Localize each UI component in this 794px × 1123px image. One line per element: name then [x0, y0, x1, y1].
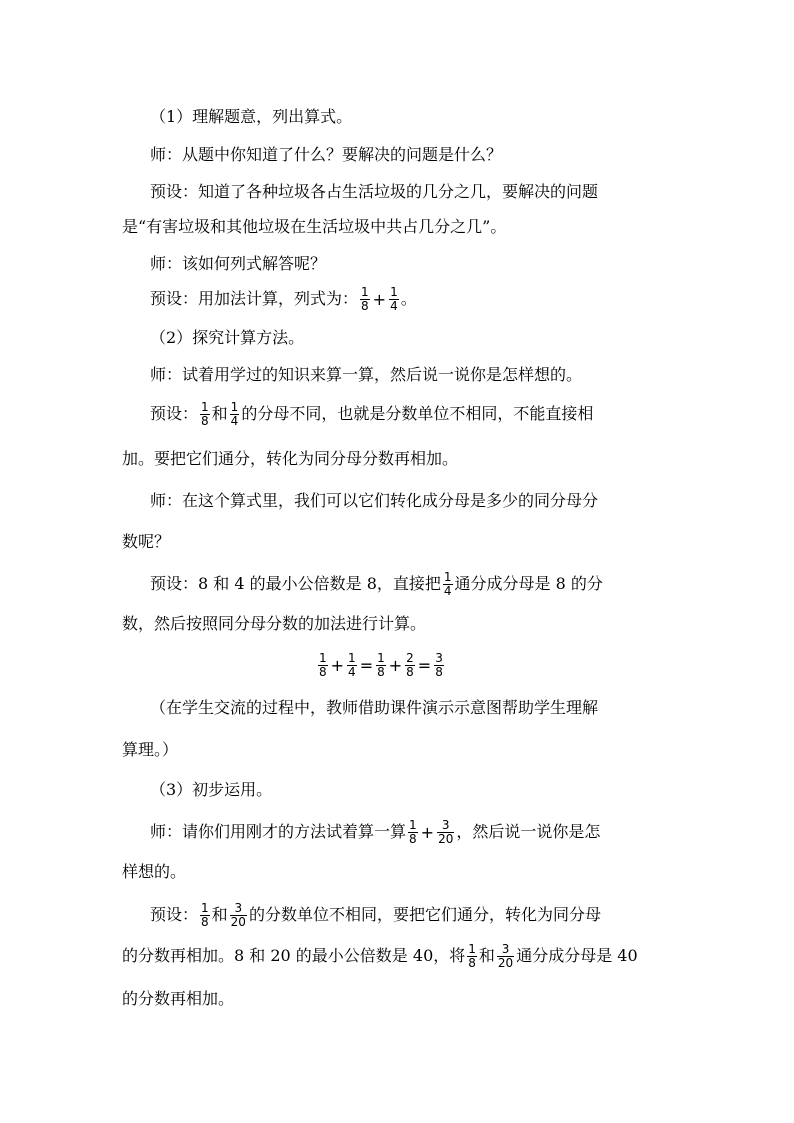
fraction-one-quarter — [389, 286, 399, 313]
fraction-numerator: 2 — [406, 651, 414, 665]
preset-answer-4 — [150, 571, 603, 598]
equals-sign: = — [417, 655, 432, 675]
fraction-three-twentieths — [497, 943, 514, 970]
fraction-numerator: 1 — [377, 651, 385, 665]
fraction-two-eighths — [405, 652, 415, 679]
fraction-numerator: 1 — [230, 400, 239, 414]
preset-answer-2-text: 预设：用加法计算，列式为： — [150, 289, 359, 308]
fraction-denominator: 8 — [406, 665, 414, 679]
fraction-denominator: 8 — [435, 665, 443, 679]
preset-answer-5-cont-end: 通分成分母是 40 — [516, 946, 638, 965]
plus-sign: + — [372, 289, 387, 309]
preset-answer-5-cont — [122, 943, 638, 970]
fraction-numerator: 1 — [361, 285, 369, 299]
fraction-one-eighth — [408, 819, 418, 846]
preset-answer-3-prefix: 预设： — [150, 404, 199, 423]
fraction-one-quarter — [443, 571, 453, 598]
teacher-question-5-cont: 样想的。 — [122, 862, 187, 881]
fraction-numerator: 1 — [201, 400, 209, 414]
teacher-question-2: 师：该如何列式解答呢？ — [150, 254, 327, 273]
preset-answer-3-cont: 加。要把它们通分，转化为同分母分数再相加。 — [122, 449, 459, 468]
fraction-numerator: 3 — [435, 651, 443, 665]
fraction-denominator: 4 — [230, 414, 239, 428]
plus-sign: + — [420, 822, 435, 842]
fraction-numerator: 1 — [468, 942, 476, 956]
fraction-one-eighth — [376, 652, 386, 679]
preset-answer-1: 预设：知道了各种垃圾各占生活垃圾的几分之几，要解决的问题 — [150, 182, 599, 201]
fraction-denominator: 20 — [497, 956, 514, 970]
equals-sign: = — [359, 655, 374, 675]
fraction-numerator: 1 — [319, 651, 327, 665]
step-2-heading: （2）探究计算方法。 — [150, 328, 305, 347]
fraction-numerator: 3 — [230, 902, 247, 916]
fraction-one-eighth — [467, 943, 477, 970]
period: 。 — [400, 289, 417, 308]
teacher-question-4: 师：在这个算式里，我们可以它们转化成分母是多少的同分母分 — [150, 491, 599, 510]
fraction-numerator: 1 — [390, 285, 398, 299]
teacher-question-5-text: 师：请你们用刚才的方法试着算一算 — [150, 822, 407, 841]
conjunction-text: 和 — [211, 404, 228, 423]
plus-sign: + — [330, 655, 345, 675]
preset-answer-4-text: 预设：8 和 4 的最小公倍数是 8，直接把 — [150, 574, 441, 593]
fraction-one-eighth — [318, 652, 328, 679]
conjunction-text: 和 — [211, 905, 228, 924]
fraction-one-eighth — [360, 286, 370, 313]
preset-answer-5-cont-text: 的分数再相加。8 和 20 的最小公倍数是 40，将 — [122, 946, 466, 965]
fraction-one-quarter — [230, 401, 240, 428]
teacher-question-3: 师：试着用学过的知识来算一算，然后说一说你是怎样想的。 — [150, 365, 583, 384]
fraction-denominator: 8 — [361, 299, 369, 313]
fraction-denominator: 20 — [438, 832, 454, 846]
fraction-numerator: 1 — [348, 651, 356, 665]
preset-answer-5 — [150, 902, 601, 929]
classroom-note-cont: 算理。） — [122, 740, 179, 759]
fraction-denominator: 8 — [319, 665, 327, 679]
fraction-numerator: 1 — [443, 570, 452, 584]
fraction-three-eighths — [434, 652, 444, 679]
preset-answer-1-cont: 是“有害垃圾和其他垃圾在生活垃圾中共占几分之几”。 — [122, 217, 507, 236]
preset-answer-3-text: 的分母不同，也就是分数单位不相同，不能直接相 — [241, 404, 594, 423]
fraction-one-quarter — [347, 652, 357, 679]
teacher-question-1: 师：从题中你知道了什么？要解决的问题是什么？ — [150, 145, 503, 164]
fraction-denominator: 4 — [348, 665, 356, 679]
fraction-numerator: 1 — [409, 818, 417, 832]
preset-answer-3 — [150, 401, 593, 428]
fraction-denominator: 8 — [409, 832, 417, 846]
teacher-question-5-text-end: ，然后说一说你是怎 — [456, 822, 601, 841]
preset-answer-5-prefix: 预设： — [150, 905, 199, 924]
teacher-question-4-cont: 数呢？ — [122, 532, 171, 551]
preset-answer-5-final: 的分数再相加。 — [122, 989, 235, 1008]
fraction-denominator: 8 — [377, 665, 385, 679]
preset-answer-4-cont: 数，然后按照同分母分数的加法进行计算。 — [122, 614, 427, 633]
fraction-three-twentieths — [230, 902, 247, 929]
fraction-denominator: 4 — [390, 299, 398, 313]
step-3-heading: （3）初步运用。 — [150, 780, 273, 799]
fraction-denominator: 20 — [230, 915, 246, 929]
step-1-heading: （1）理解题意，列出算式。 — [150, 107, 353, 126]
fraction-denominator: 8 — [201, 915, 209, 929]
preset-answer-4-text-end: 通分成分母是 8 的分 — [454, 574, 603, 593]
fraction-numerator: 3 — [497, 943, 514, 957]
equation — [316, 652, 446, 679]
fraction-denominator: 4 — [443, 584, 452, 598]
fraction-numerator: 3 — [437, 819, 454, 833]
teacher-question-5 — [150, 819, 600, 846]
fraction-three-twentieths — [437, 819, 454, 846]
preset-answer-5-text: 的分数单位不相同，要把它们通分，转化为同分母 — [248, 905, 601, 924]
classroom-note: （在学生交流的过程中，教师借助课件演示示意图帮助学生理解 — [150, 698, 599, 717]
fraction-denominator: 8 — [468, 956, 476, 970]
plus-sign: + — [388, 655, 403, 675]
preset-answer-2 — [150, 286, 417, 313]
fraction-numerator: 1 — [201, 901, 209, 915]
conjunction-text: 和 — [478, 946, 495, 965]
fraction-denominator: 8 — [201, 414, 209, 428]
fraction-one-eighth — [200, 902, 210, 929]
fraction-one-eighth — [200, 401, 210, 428]
